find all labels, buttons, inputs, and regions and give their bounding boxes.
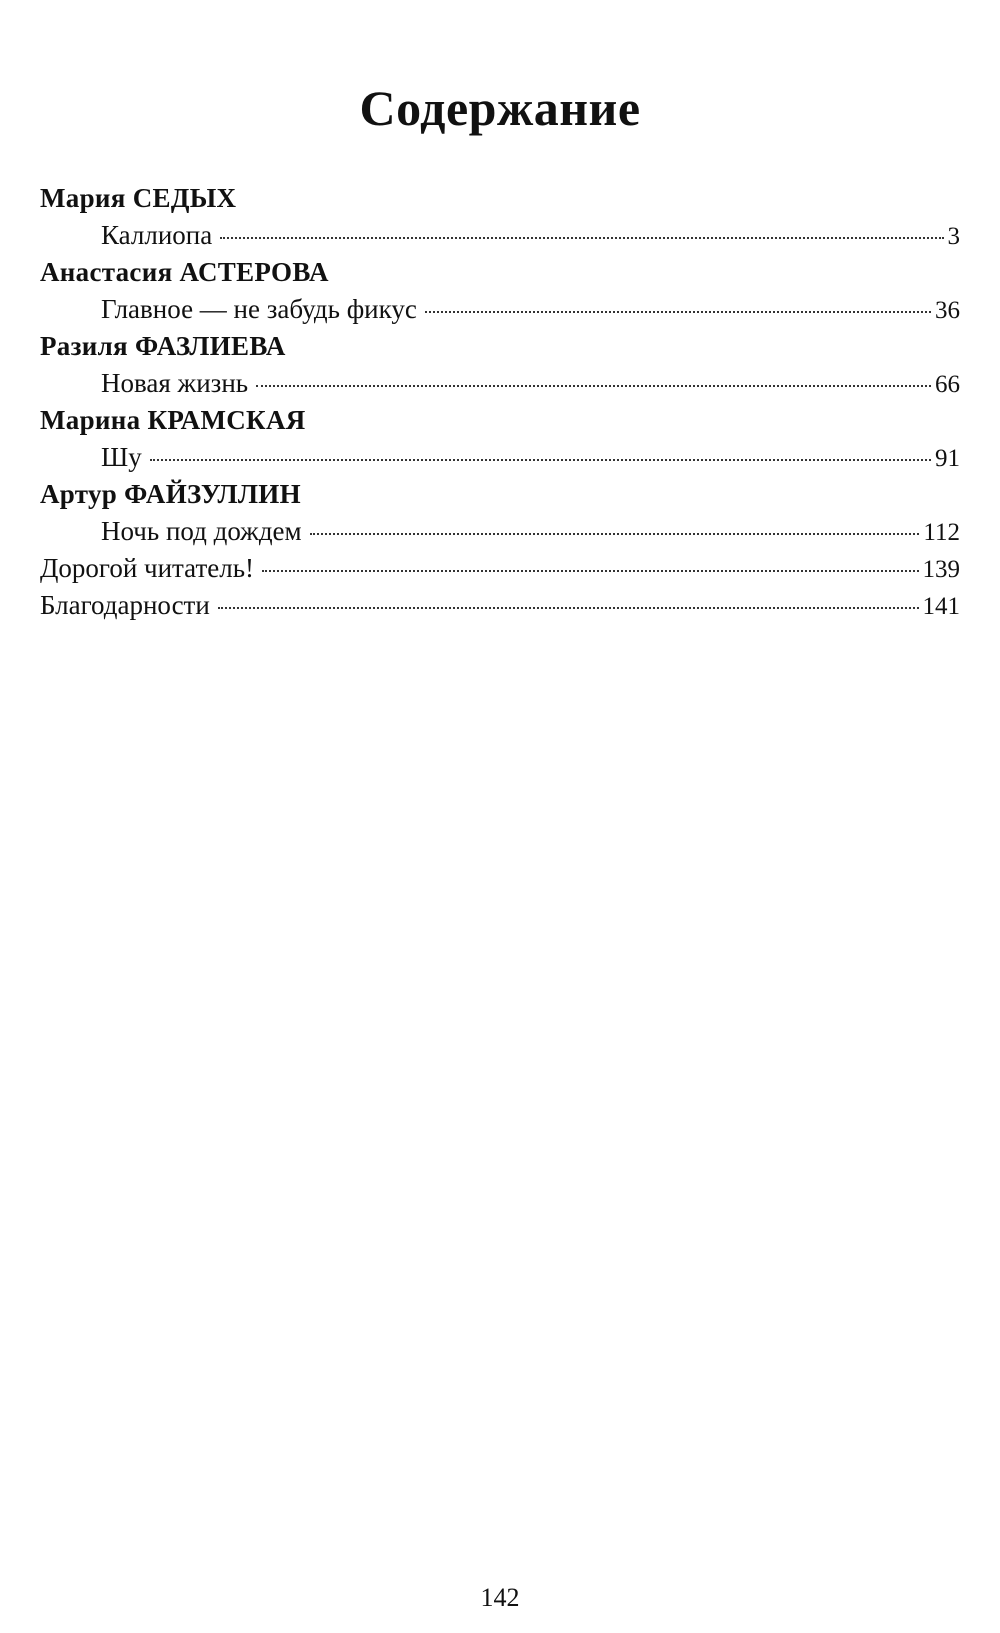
toc-entry-page: 36 — [935, 297, 960, 324]
toc-entry-page: 139 — [922, 556, 960, 583]
toc-entry[interactable] — [40, 550, 960, 587]
table-of-contents — [40, 180, 960, 624]
toc-entry[interactable] — [40, 291, 960, 328]
dot-leader — [218, 607, 919, 609]
toc-entry-page: 141 — [922, 593, 960, 620]
page-number: 142 — [480, 1583, 520, 1612]
toc-author: Мария СЕДЫХ — [40, 183, 237, 213]
toc-entry[interactable] — [40, 513, 960, 550]
toc-entry[interactable] — [40, 365, 960, 402]
dot-leader — [256, 385, 931, 387]
toc-entry-page: 66 — [935, 371, 960, 398]
toc-entry-page: 3 — [947, 223, 960, 250]
toc-entry[interactable] — [40, 439, 960, 476]
dot-leader — [310, 533, 920, 535]
toc-author: Артур ФАЙЗУЛЛИН — [40, 479, 301, 509]
dot-leader — [220, 237, 943, 239]
toc-entry-page: 112 — [923, 519, 960, 546]
toc-entry[interactable] — [40, 217, 960, 254]
toc-entry-title: Ночь под дождем — [101, 516, 302, 546]
toc-entry[interactable] — [40, 587, 960, 624]
toc-author: Разиля ФАЗЛИЕВА — [40, 331, 286, 361]
toc-entry-title: Дорогой читатель! — [40, 553, 255, 583]
dot-leader — [150, 459, 931, 461]
toc-entry-title: Благодарности — [40, 590, 210, 620]
toc-entry-page: 91 — [935, 445, 960, 472]
toc-entry-title: Шу — [101, 442, 142, 472]
dot-leader — [425, 311, 931, 313]
toc-entry-title: Главное — не забудь фикус — [101, 294, 417, 324]
dot-leader — [262, 570, 918, 572]
toc-author: Марина КРАМСКАЯ — [40, 405, 306, 435]
toc-entry-title: Каллиопа — [101, 220, 213, 250]
toc-entry-title: Новая жизнь — [101, 368, 249, 398]
toc-author: Анастасия АСТЕРОВА — [40, 257, 329, 287]
page-title: Содержание — [359, 80, 641, 136]
